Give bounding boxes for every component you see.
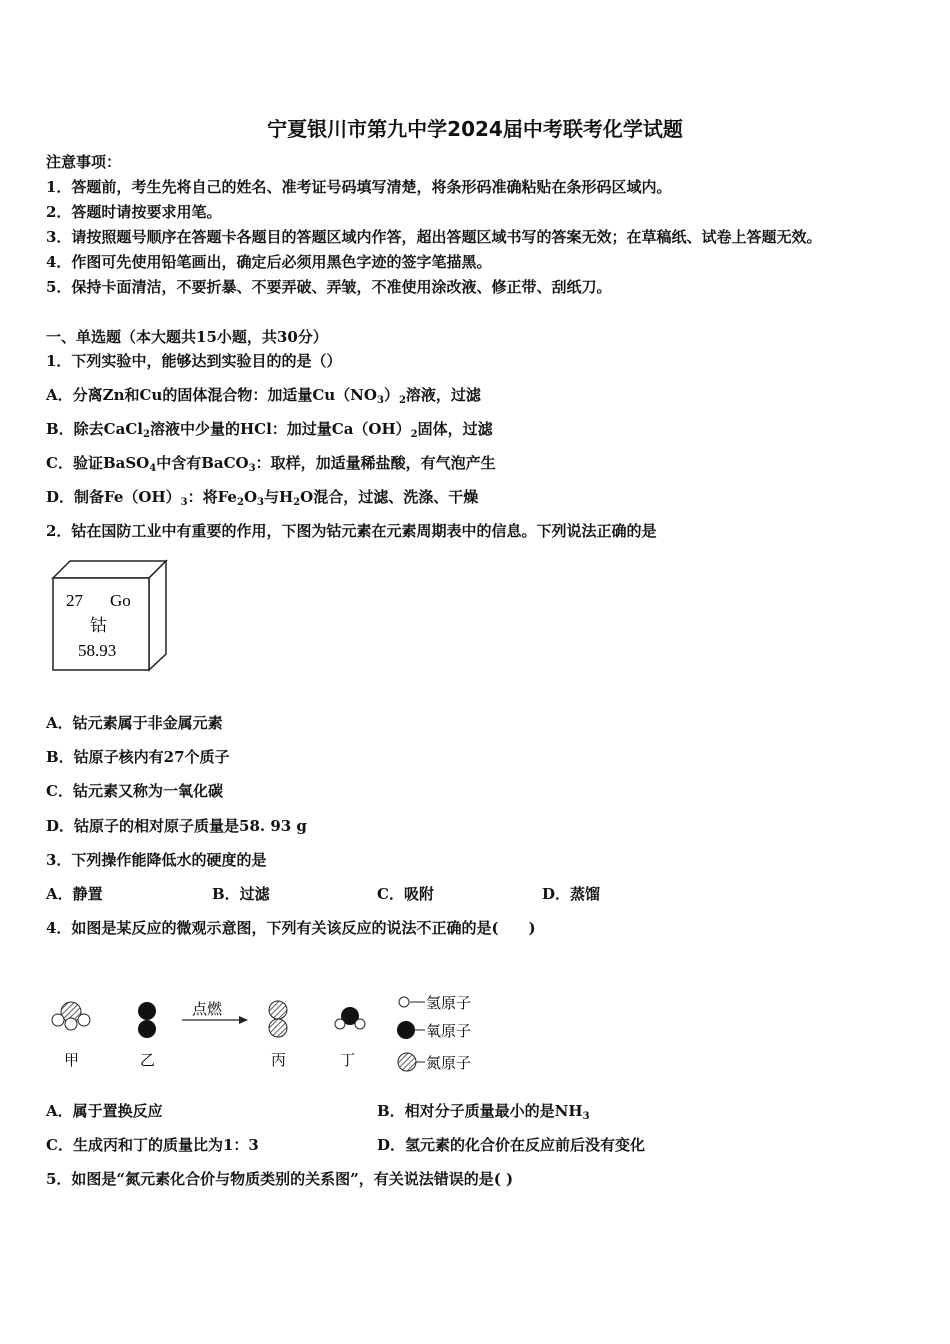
- q1-option-a: A．分离Zn和Cu的固体混合物：加适量$Cu(NO_3)_2$溶液，过滤: [46, 386, 481, 406]
- reaction-diagram: [40, 985, 500, 1080]
- q4-option-d: D．氢元素的化合价在反应前后没有变化: [377, 1136, 646, 1154]
- element-name: 钴: [90, 616, 107, 636]
- q2-option-a: A．钴元素属于非金属元素: [46, 714, 223, 732]
- molecule-yi-oxygen: [138, 1002, 156, 1038]
- q2-option-c: C．钴元素又称为一氧化碳: [46, 782, 223, 800]
- cobalt-element-card: [50, 558, 170, 674]
- legend-hydrogen: 氢原子: [426, 994, 472, 1012]
- q3-option-d: D．蒸馏: [542, 885, 601, 903]
- legend-hydrogen-icon: [399, 997, 409, 1007]
- label-jia: 甲: [64, 1051, 80, 1069]
- notice-heading: 注意事项：: [46, 153, 122, 171]
- page-title: 宁夏银川市第九中学2024届中考联考化学试题: [267, 117, 683, 141]
- legend-oxygen-icon: [397, 1021, 415, 1039]
- atomic-mass: 58.93: [78, 641, 117, 660]
- legend-nitrogen-icon: [398, 1053, 416, 1071]
- q4-stem: 4．如图是某反应的微观示意图，下列有关该反应的说法不正确的是( ): [46, 919, 536, 937]
- atomic-number: 27: [66, 591, 83, 610]
- notice-item-2: 2．答题时请按要求用笔。: [46, 203, 222, 221]
- element-symbol: Go: [110, 591, 131, 610]
- q1-option-c: C．验证BaSO$_4$中含有BaCO$_3$：取样，加适量稀盐酸，有气泡产生: [46, 454, 496, 474]
- label-yi: 乙: [140, 1051, 156, 1069]
- molecule-bing-nitrogen: [269, 1001, 287, 1037]
- section-heading: 一、单选题（本大题共15小题，共30分）: [46, 328, 328, 346]
- q1-option-b: B．除去CaCl$_2$溶液中少量的HCl：加过量$Ca(OH)_2$固体，过滤: [46, 420, 493, 440]
- notice-item-5: 5．保持卡面清洁，不要折暴、不要弄破、弄皱，不准使用涂改液、修正带、刮纸刀。: [46, 278, 612, 296]
- q3-option-b: B．过滤: [212, 885, 270, 903]
- label-bing: 丙: [271, 1051, 287, 1069]
- q2-option-b: B．钴原子核内有27个质子: [46, 748, 230, 766]
- q3-option-c: C．吸附: [377, 885, 434, 903]
- q3-option-a: A．静置: [46, 885, 103, 903]
- q2-option-d: D．钴原子的相对原子质量是58. 93 g: [46, 817, 307, 835]
- q3-stem: 3．下列操作能降低水的硬度的是: [46, 851, 267, 869]
- q5-stem: 5．如图是“氮元素化合价与物质类别的关系图”，有关说法错误的是( ): [46, 1170, 514, 1188]
- q4-option-a: A．属于置换反应: [46, 1102, 163, 1120]
- legend-nitrogen: 氮原子: [426, 1054, 472, 1072]
- label-ding: 丁: [340, 1051, 356, 1069]
- q1-option-d: D．制备$Fe(OH)_3$：将$Fe_2O_3$与$H_2O$混合，过滤、洗涤、干燥: [46, 488, 479, 508]
- q1-stem: 1．下列实验中，能够达到实验目的的是（）: [46, 352, 342, 370]
- q4-option-b: B．相对分子质量最小的是$NH_3$: [377, 1102, 590, 1122]
- q4-option-c: C．生成丙和丁的质量比为1：3: [46, 1136, 259, 1154]
- molecule-jia-ammonia: [52, 1002, 90, 1030]
- legend-oxygen: 氧原子: [426, 1022, 472, 1040]
- notice-item-1: 1．答题前，考生先将自己的姓名、准考证号码填写清楚，将条形码准确粘贴在条形码区域内。: [46, 178, 672, 196]
- notice-item-3: 3．请按照题号顺序在答题卡各题目的答题区域内作答，超出答题区域书写的答案无效；在草稿纸、试卷上答题无效。: [46, 228, 822, 246]
- molecule-ding-water: [335, 1007, 365, 1029]
- arrow-label: 点燃: [192, 1000, 223, 1018]
- notice-item-4: 4．作图可先使用铅笔画出，确定后必须用黑色字迹的签字笔描黑。: [46, 253, 492, 271]
- q2-stem: 2．钴在国防工业中有重要的作用，下图为钴元素在元素周期表中的信息。下列说法正确的是: [46, 522, 657, 540]
